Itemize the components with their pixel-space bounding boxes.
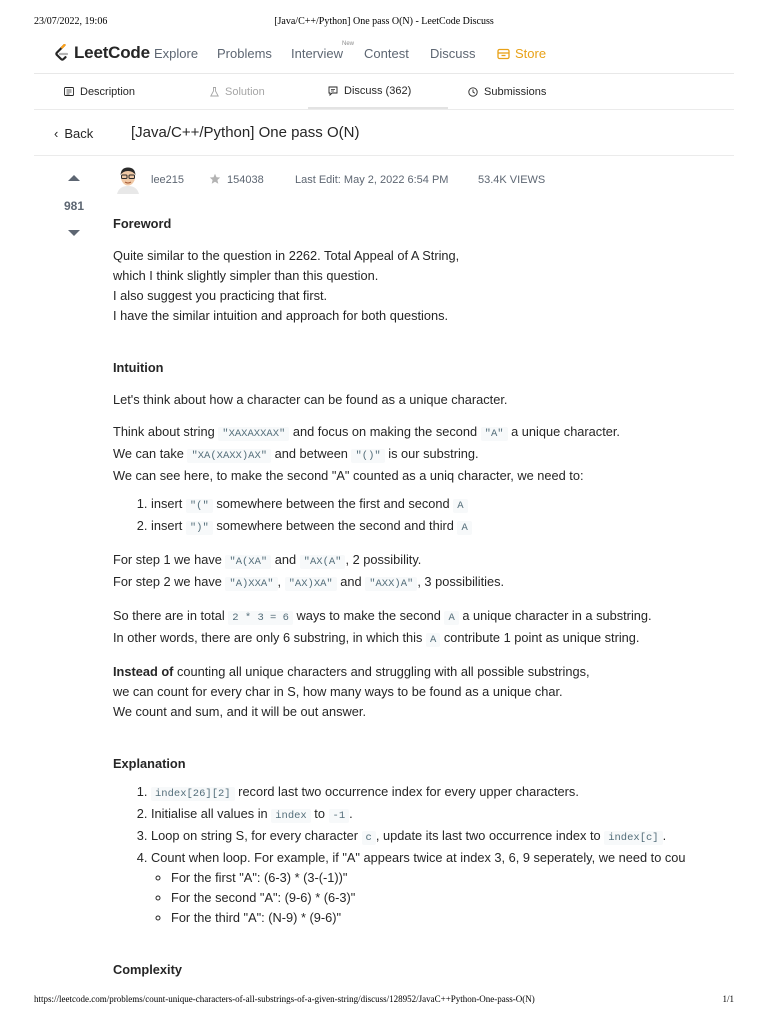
paragraph <box>113 246 735 266</box>
clock-icon <box>468 87 478 97</box>
text: record last two occurrence index for every upper characters. <box>234 784 579 799</box>
brand-name: LeetCode <box>74 43 150 62</box>
paragraph <box>113 572 735 594</box>
text: insert <box>151 518 186 533</box>
inline-code: c <box>362 831 376 845</box>
inline-code: "AX)XA" <box>285 577 337 591</box>
text: . <box>349 806 353 821</box>
text: For step 2 we have <box>113 574 226 589</box>
list-item: ◦ For the third "A": (N-9) * (9-6)" <box>171 908 735 928</box>
post-title: [Java/C++/Python] One pass O(N) <box>131 124 360 141</box>
tab-discuss[interactable] <box>308 74 448 109</box>
text: Loop on string S, for every character <box>151 828 362 843</box>
text: Initialise all values in <box>151 806 272 821</box>
inline-code: "A(XA" <box>225 555 271 569</box>
paragraph: We can see here, to make the second "A" counted as a uniq character, we need to: <box>113 468 584 483</box>
back-button[interactable] <box>54 126 93 141</box>
tab-solution[interactable] <box>210 74 265 109</box>
list-item <box>151 804 735 826</box>
list-item <box>151 494 735 516</box>
store-icon <box>497 48 510 60</box>
explanation-list <box>133 782 735 868</box>
text: contribute 1 point as unique string. <box>440 630 640 645</box>
inline-code: "()" <box>351 449 384 463</box>
avatar[interactable] <box>113 164 143 194</box>
star-icon <box>209 173 221 188</box>
text: Think about string <box>113 424 219 439</box>
text: So there are in total <box>113 608 229 623</box>
inline-code: index <box>271 809 311 823</box>
paragraph: Let's think about how a character can be found as a unique character. <box>113 392 508 407</box>
text: ways to make the second <box>292 608 445 623</box>
paragraph: I have the similar intuition and approach for both questions. <box>113 308 449 323</box>
text: and between <box>271 446 352 461</box>
inline-code: index[c] <box>604 831 662 845</box>
text: , 2 possibility. <box>345 552 422 567</box>
page-number: 1/1 <box>722 994 734 1004</box>
back-label: Back <box>64 126 94 141</box>
description-icon <box>64 87 74 96</box>
inline-code: "XA(XAXX)AX" <box>187 449 271 463</box>
paragraph <box>113 662 735 682</box>
inline-code: 2 * 3 = 6 <box>228 611 293 625</box>
text: to <box>310 806 329 821</box>
text: , 3 possibilities. <box>417 574 505 589</box>
inline-code: "A)XXA" <box>225 577 277 591</box>
text: and focus on making the second <box>289 424 481 439</box>
chevron-left-icon: ‹ <box>54 126 59 141</box>
text: and <box>271 552 300 567</box>
vote-count: 981 <box>63 199 85 213</box>
nav-contest[interactable]: Contest <box>364 46 409 61</box>
tab-submissions-label: Submissions <box>484 85 547 98</box>
post-content <box>113 214 735 980</box>
print-date: 23/07/2022, 19:06 <box>34 16 108 27</box>
paragraph <box>113 444 735 466</box>
print-footer <box>34 994 734 1008</box>
store-label: Store <box>515 46 547 61</box>
problem-tabs <box>34 74 734 110</box>
inline-code: "(" <box>186 499 213 513</box>
inline-code: "AXX)A" <box>365 577 417 591</box>
text: somewhere between the first and second <box>212 496 454 511</box>
avatar-image <box>113 164 143 194</box>
inline-code: "AX(A" <box>300 555 346 569</box>
nav-discuss[interactable]: Discuss <box>430 46 476 61</box>
nav-problems[interactable]: Problems <box>217 46 272 61</box>
inline-code: ")" <box>186 521 213 535</box>
list-item: ◦ For the first "A": (6-3) * (3-(-1))" <box>171 868 735 888</box>
author-name[interactable]: lee215 <box>151 174 185 186</box>
inline-code: "A" <box>481 427 508 441</box>
tab-description-label: Description <box>80 85 136 98</box>
paragraph <box>113 606 735 628</box>
inline-code: A <box>457 521 471 535</box>
paragraph: we can count for every char in S, how many ways to be found as a unique char. <box>113 684 563 699</box>
explanation-heading: Explanation <box>113 756 186 771</box>
foreword-heading: Foreword <box>113 216 172 231</box>
text: insert <box>151 496 186 511</box>
text: counting all unique characters and struggling with all possible substrings, <box>173 664 590 679</box>
text: In other words, there are only 6 substring, in which this <box>113 630 426 645</box>
leetcode-logo-icon <box>54 44 70 63</box>
question-link[interactable]: 2262. Total Appeal of A String <box>288 248 456 263</box>
text: a unique character in a substring. <box>458 608 652 623</box>
list-item <box>151 516 735 538</box>
paragraph <box>113 422 735 444</box>
chat-icon <box>328 86 338 96</box>
post-meta <box>113 164 734 196</box>
text: , update its last two occurrence index to <box>375 828 605 843</box>
paragraph <box>113 628 735 650</box>
nav-store[interactable] <box>497 46 546 61</box>
new-badge: New <box>342 41 355 47</box>
tab-description[interactable] <box>64 74 135 109</box>
upvote-arrow-icon[interactable] <box>68 175 80 181</box>
list-item: ◦ For the second "A": (9-6) * (6-3)" <box>171 888 735 908</box>
view-count: 53.4K VIEWS <box>478 174 546 186</box>
list-item <box>151 848 735 868</box>
nav-explore[interactable]: Explore <box>154 46 199 61</box>
text: 4. Count when loop. For example, if "A" appears twice at index 3, 6, 9 seperately, we need to cou <box>151 850 686 865</box>
downvote-arrow-icon[interactable] <box>68 230 80 236</box>
reputation: 154038 <box>227 174 264 186</box>
print-title: [Java/C++/Python] One pass O(N) - LeetCode Discuss <box>274 16 494 27</box>
inline-code: -1 <box>329 809 350 823</box>
vote-panel <box>60 168 88 236</box>
inline-code: A <box>426 633 440 647</box>
tab-discuss-label: Discuss (362) <box>344 84 412 97</box>
bold-text: Instead of <box>113 664 174 679</box>
print-url: https://leetcode.com/problems/count-unique-characters-of-all-substrings-of-a-given-string/discuss/128952/JavaC++Python-One-pass-O(N) <box>34 994 535 1004</box>
post-header <box>34 111 734 156</box>
text: . <box>662 828 667 843</box>
text: is our substring. <box>384 446 479 461</box>
text: and <box>336 574 366 589</box>
flask-icon <box>210 87 219 97</box>
tab-solution-label: Solution <box>225 85 265 98</box>
text: For step 1 we have <box>113 552 226 567</box>
inline-code: A <box>453 499 467 513</box>
inline-code: A <box>444 611 458 625</box>
intuition-heading: Intuition <box>113 360 164 375</box>
inline-code: "XAXAXXAX" <box>218 427 289 441</box>
print-header <box>34 16 734 30</box>
paragraph: which I think slightly simpler than this question. <box>113 268 379 283</box>
inline-code: index[26][2] <box>151 787 235 801</box>
paragraph: I also suggest you practicing that first. <box>113 288 328 303</box>
list-item <box>151 782 735 804</box>
text: a unique character. <box>507 424 620 439</box>
paragraph <box>113 550 735 572</box>
text: We can take <box>113 446 188 461</box>
nav-interview[interactable]: Interview <box>291 46 344 61</box>
sub-list <box>153 868 735 928</box>
paragraph: We count and sum, and it will be out answer. <box>113 704 366 719</box>
complexity-heading: Complexity <box>113 962 182 977</box>
tab-submissions[interactable] <box>468 74 546 109</box>
leetcode-logo[interactable] <box>54 43 150 63</box>
steps-list <box>133 494 735 538</box>
text: , <box>455 248 460 263</box>
last-edit: Last Edit: May 2, 2022 6:54 PM <box>295 174 449 186</box>
text: Quite similar to the question in <box>113 248 289 263</box>
list-item <box>151 826 735 848</box>
text: , <box>277 574 285 589</box>
top-navbar <box>54 38 734 70</box>
text: somewhere between the second and third <box>212 518 458 533</box>
